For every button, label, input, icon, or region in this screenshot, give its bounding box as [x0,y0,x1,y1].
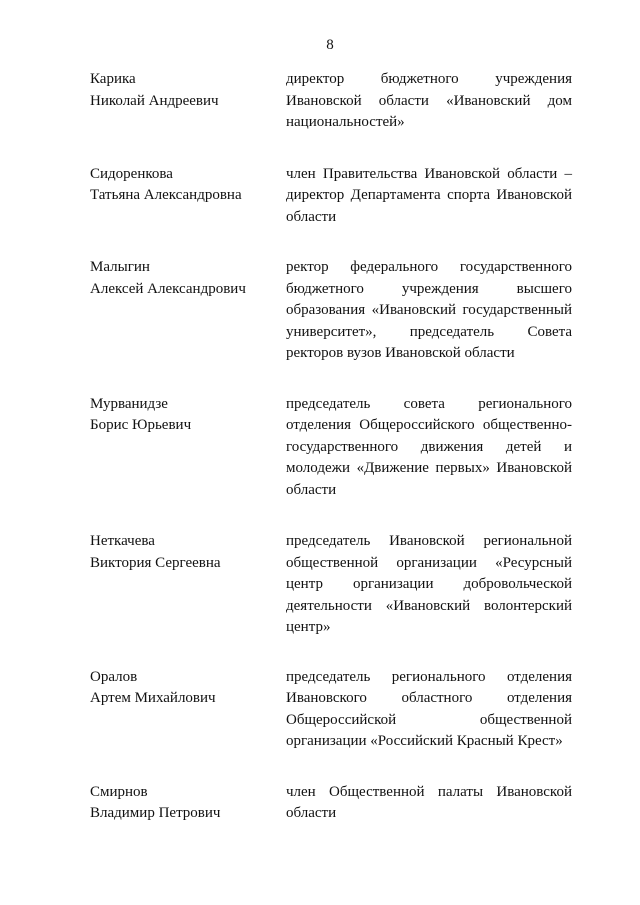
member-surname: Оралов [90,668,138,685]
member-entry [90,69,572,134]
member-given-name: Татьяна Александровна [90,187,242,203]
member-position [286,531,572,639]
page-number: 8 [326,37,334,53]
member-name [90,394,286,437]
member-entry [90,164,572,229]
member-position [286,782,572,825]
position-line: Ивановского областного отделения [286,690,572,706]
position-line: Ивановской области «Ивановский дом [286,92,572,109]
position-line: председатель Ивановской региональной [286,533,572,549]
member-given-name: Владимир Петрович [90,805,221,821]
position-line: области [286,805,337,821]
member-given-name: Виктория Сергеевна [90,554,221,571]
member-entry [90,667,572,753]
position-line: член Правительства Ивановской области – [286,165,572,182]
member-surname: Смирнов [90,783,148,800]
position-line: председатель совета регионального [286,395,572,412]
member-name [90,782,286,825]
member-surname: Малыгин [90,259,150,275]
member-entry [90,531,572,639]
member-position [286,667,572,753]
position-line: ректоров вузов Ивановской области [286,345,515,361]
position-line: отделения Общероссийского общественно- [286,417,572,433]
member-position [286,164,572,229]
position-line: ректор федерального государственного [286,259,572,275]
member-entry [90,782,572,825]
position-line: общественной организации «Ресурсный [286,554,572,571]
member-name [90,69,286,112]
member-position [286,257,572,365]
position-line: образования «Ивановский государственный [286,302,572,318]
member-name [90,164,286,207]
member-surname: Мурванидзе [90,395,168,412]
member-name [90,531,286,574]
member-position [286,69,572,134]
position-line: председатель регионального отделения [286,668,572,685]
position-line: центр» [286,619,331,635]
position-line: области [286,481,337,498]
position-line: центр организации добровольческой [286,576,572,592]
member-position [286,394,572,502]
member-given-name: Николай Андреевич [90,92,219,109]
position-line: бюджетного учреждения высшего [286,280,572,297]
position-line: государственного движения детей и [286,438,572,455]
member-entry [90,394,572,502]
member-entry [90,257,572,365]
position-line: директор бюджетного учреждения [286,71,572,87]
member-surname: Сидоренкова [90,165,173,182]
position-line: член Общественной палаты Ивановской [286,783,572,800]
position-line: университет», председатель Совета [286,323,572,340]
member-given-name: Артем Михайлович [90,690,216,706]
position-line: Общероссийской общественной [286,711,572,728]
position-line: национальностей» [286,114,405,130]
members-list [90,69,572,825]
member-surname: Неткачева [90,533,155,549]
position-line: молодежи «Движение первых» Ивановской [286,460,572,476]
position-line: директор Департамента спорта Ивановской [286,187,572,203]
position-line: организации «Российский Красный Крест» [286,733,563,749]
member-name [90,257,286,300]
position-line: области [286,208,337,225]
member-given-name: Алексей Александрович [90,280,246,297]
member-given-name: Борис Юрьевич [90,417,192,433]
member-surname: Карика [90,71,136,87]
member-name [90,667,286,710]
position-line: деятельности «Ивановский волонтерский [286,597,572,614]
